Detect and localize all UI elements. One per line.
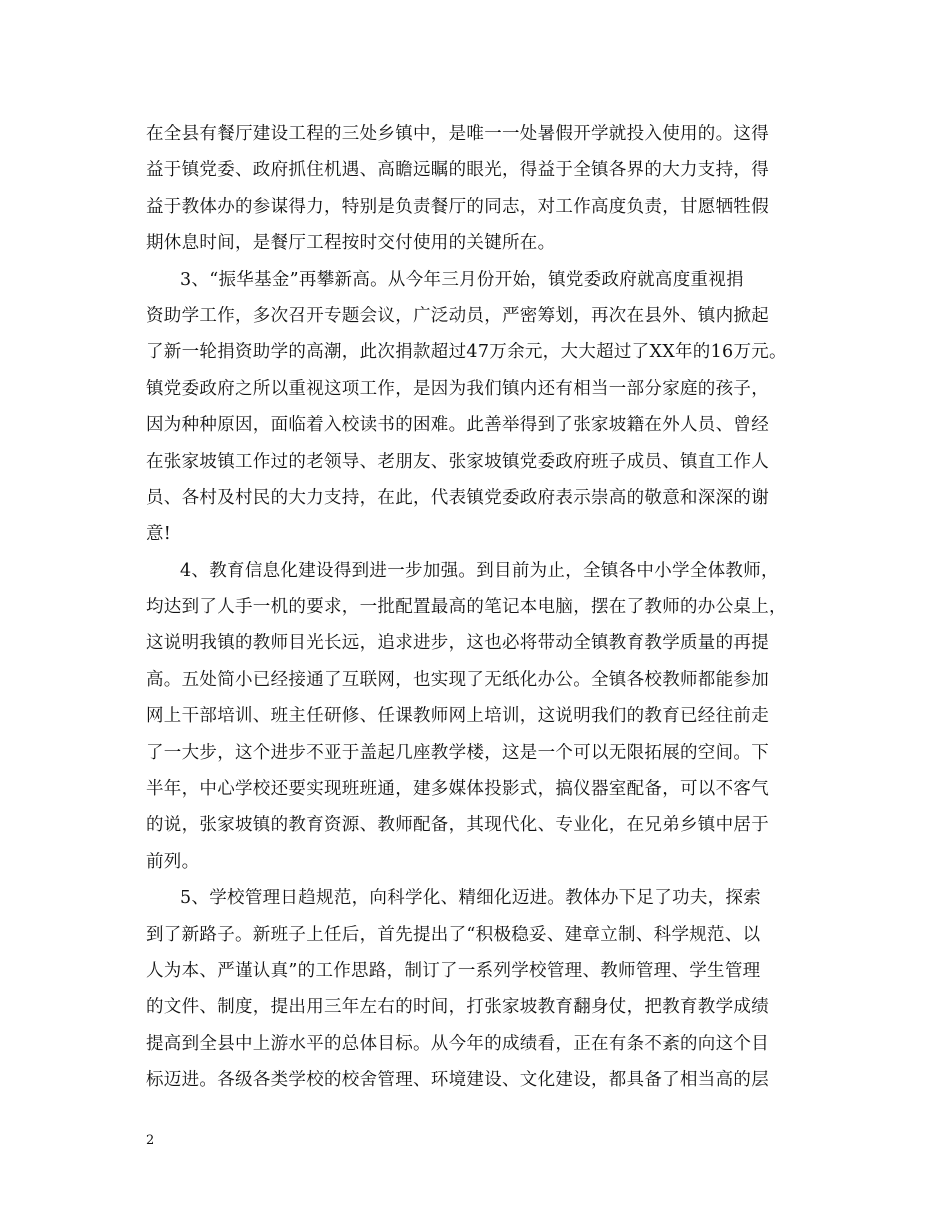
text-line: 镇党委政府之所以重视这项工作，是因为我们镇内还有相当一部分家庭的孩子， (146, 378, 769, 399)
body-text (146, 116, 816, 1099)
text-line: 了新一轮捐资助学的高潮，此次捐款超过47万余元，大大超过了XX年的16万元。 (146, 342, 787, 363)
text-line: 人为本、严谨认真”的工作思路，制订了一系列学校管理、教师管理、学生管理 (146, 960, 761, 981)
text-line: 均达到了人手一机的要求，一批配置最高的笔记本电脑，摆在了教师的办公桌上， (146, 597, 787, 618)
text-line: 网上干部培训、班主任研修、任课教师网上培训，这说明我们的教育已经往前走 (146, 706, 769, 727)
text-line: 意! (146, 524, 172, 545)
text-line: 资助学工作，多次召开专题会议，广泛动员，严密筹划，再次在县外、镇内掀起 (146, 305, 769, 326)
text-line: 在全县有餐厅建设工程的三处乡镇中，是唯一一处暑假开学就投入使用的。这得 (146, 124, 769, 144)
page-number: 2 (146, 1133, 155, 1148)
text-line: 高。五处简小已经接通了互联网，也实现了无纸化办公。全镇各校教师都能参加 (146, 669, 769, 690)
text-line: 员、各村及村民的大力支持，在此，代表镇党委政府表示崇高的敬意和深深的谢 (146, 487, 769, 508)
text-line: 的说，张家坡镇的教育资源、教师配备，其现代化、专业化，在兄弟乡镇中居于 (146, 815, 769, 836)
paragraph-start-line: 5、学校管理日趋规范，向科学化、精细化迈进。教体办下足了功夫，探索 (180, 888, 762, 909)
text-line: 期休息时间，是餐厅工程按时交付使用的关键所在。 (146, 233, 556, 254)
text-line: 标迈进。各级各类学校的校舍管理、环境建设、文化建设，都具备了相当高的层 (146, 1070, 769, 1091)
text-line: 这说明我镇的教师目光长远，追求进步，这也必将带动全镇教育教学质量的再提 (146, 633, 769, 654)
text-line: 的文件、制度，提出用三年左右的时间，打张家坡教育翻身仗，把教育教学成绩 (146, 997, 769, 1018)
text-line: 提高到全县中上游水平的总体目标。从今年的成绩看，正在有条不紊的向这个目 (146, 1033, 769, 1054)
text-line: 在张家坡镇工作过的老领导、老朋友、张家坡镇党委政府班子成员、镇直工作人 (146, 451, 769, 472)
text-line: 益于镇党委、政府抓住机遇、高瞻远瞩的眼光，得益于全镇各界的大力支持，得 (146, 160, 769, 181)
text-line: 到了新路子。新班子上任后，首先提出了“积极稳妥、建章立制、科学规范、以 (146, 924, 761, 945)
paragraph-start-line: 4、教育信息化建设得到进一步加强。到目前为止，全镇各中小学全体教师， (180, 560, 779, 581)
text-line: 半年，中心学校还要实现班班通，建多媒体投影式，搞仪器室配备，可以不客气 (146, 779, 769, 800)
text-line: 因为种种原因，面临着入校读书的困难。此善举得到了张家坡籍在外人员、曾经 (146, 415, 769, 436)
text-line: 了一大步，这个进步不亚于盖起几座教学楼，这是一个可以无限拓展的空间。下 (146, 742, 769, 763)
paragraph-start-line: 3、“振华基金”再攀新高。从今年三月份开始，镇党委政府就高度重视捐 (180, 269, 744, 290)
text-line: 益于教体办的参谋得力，特别是负责餐厅的同志，对工作高度负责，甘愿牺牲假 (146, 196, 769, 217)
text-line: 前列。 (146, 851, 200, 872)
